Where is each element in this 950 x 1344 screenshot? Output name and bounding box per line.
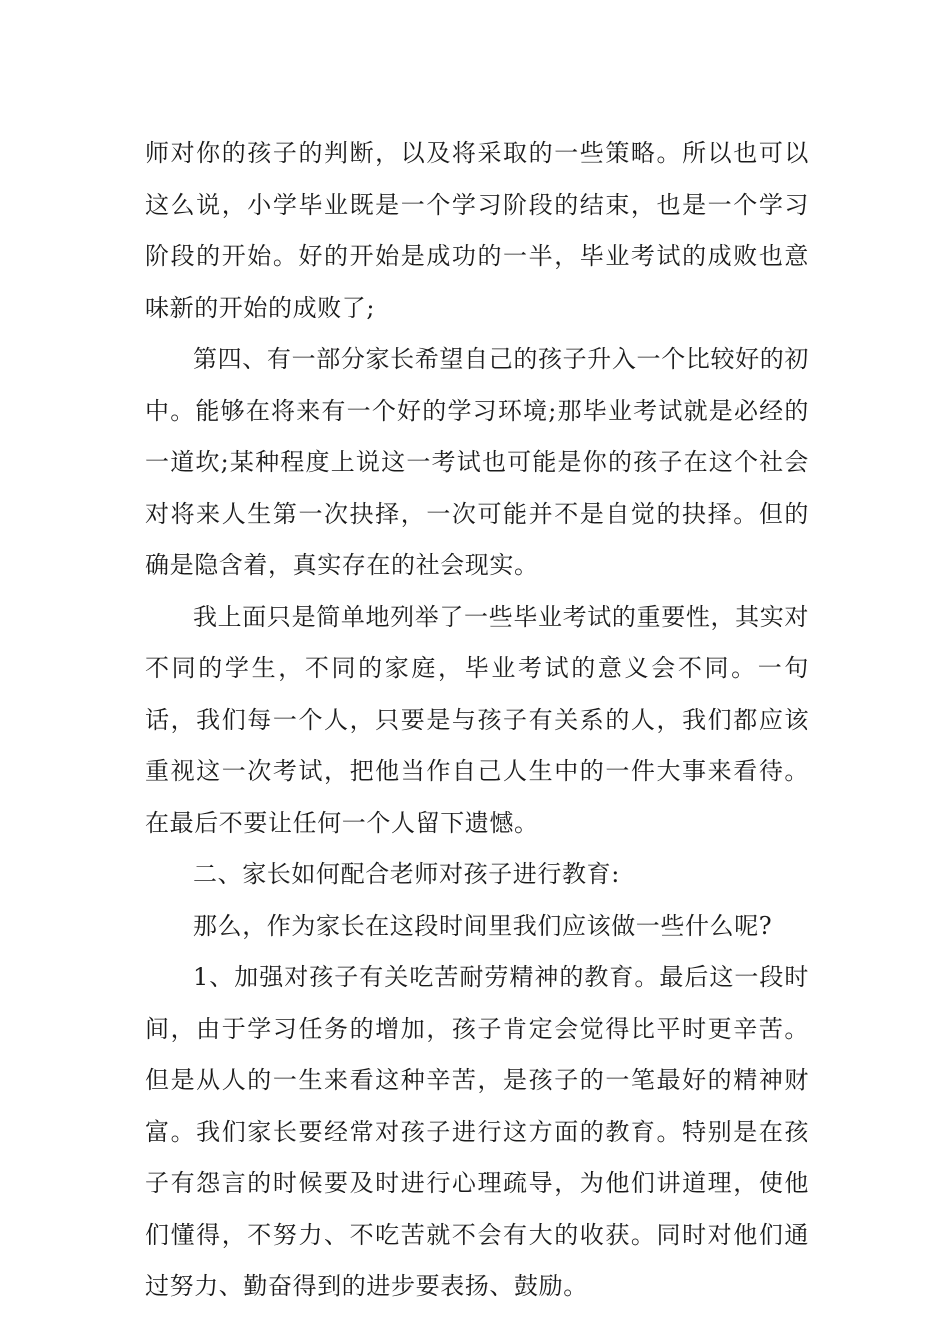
paragraph-continuation: 师对你的孩子的判断，以及将采取的一些策略。所以也可以这么说，小学毕业既是一个学习阶段的结束，也是一个学习阶段的开始。好的开始是成功的一半，毕业考试的成败也意味新的开始的成败了; (145, 139, 809, 322)
document-body (145, 128, 809, 1313)
section-heading: 二、家长如何配合老师对孩子进行教育: (193, 860, 620, 888)
paragraph-fourth-point: 第四、有一部分家长希望自己的孩子升入一个比较好的初中。能够在将来有一个好的学习环境;那毕业考试就是必经的一道坎;某种程度上说这一考试也可能是你的孩子在这个社会对将来人生第一次抉择，一次可能并不是自觉的抉择。但的确是隐含着，真实存在的社会现实。 (145, 345, 809, 579)
paragraph-item-1: 1、加强对孩子有关吃苦耐劳精神的教育。最后这一段时间，由于学习任务的增加，孩子肯定会觉得比平时更辛苦。但是从人的一生来看这种辛苦，是孩子的一笔最好的精神财富。我们家长要经常对孩子进行这方面的教育。特别是在孩子有怨言的时候要及时进行心理疏导，为他们讲道理，使他们懂得，不努力、不吃苦就不会有大的收获。同时对他们通过努力、勤奋得到的进步要表扬、鼓励。 (145, 963, 809, 1300)
paragraph-summary: 我上面只是简单地列举了一些毕业考试的重要性，其实对不同的学生，不同的家庭，毕业考试的意义会不同。一句话，我们每一个人，只要是与孩子有关系的人，我们都应该重视这一次考试，把他当作自己人生中的一件大事来看待。在最后不要让任何一个人留下遗憾。 (145, 602, 809, 837)
paragraph-question: 那么，作为家长在这段时间里我们应该做一些什么呢? (193, 911, 773, 940)
